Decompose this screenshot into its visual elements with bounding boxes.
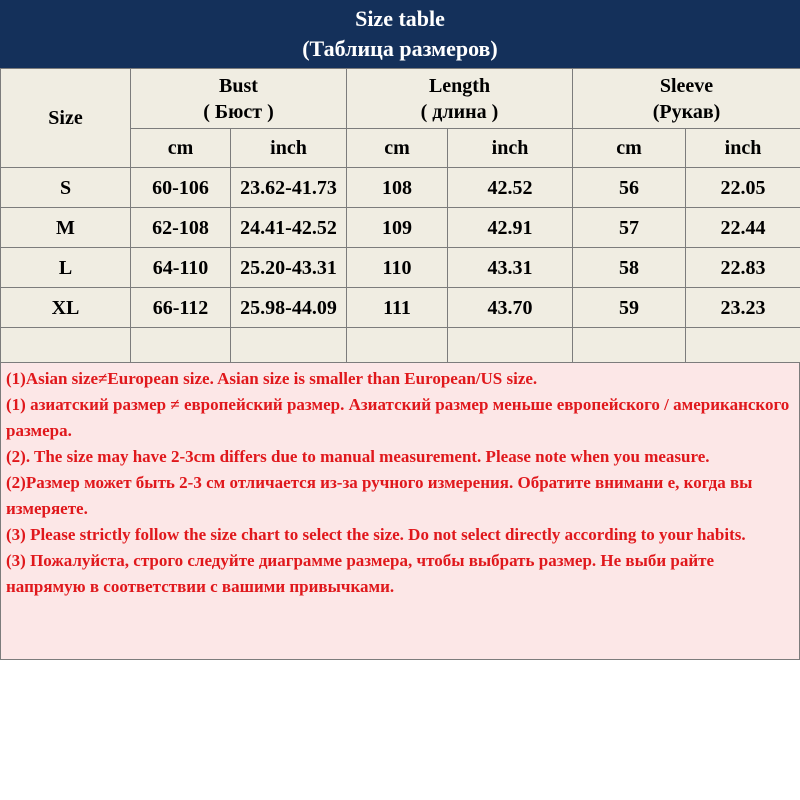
empty-cell bbox=[686, 328, 800, 366]
length-header bbox=[347, 69, 573, 129]
note-asian-size-en: (1)Asian size≠European size. Asian size is smaller than European/US size. bbox=[6, 369, 538, 388]
size-cell: S bbox=[1, 168, 131, 208]
empty-cell bbox=[131, 328, 231, 366]
size-table-subtitle: (Таблица размеров) bbox=[302, 36, 498, 61]
unit-header-cell: inch bbox=[686, 129, 800, 168]
sleeve-cm-cell: 56 bbox=[573, 168, 686, 208]
unit-header-cell: inch bbox=[448, 129, 573, 168]
length-inch-cell: 42.52 bbox=[448, 168, 573, 208]
length-label: Length bbox=[428, 74, 491, 97]
unit-header-cell: cm bbox=[347, 129, 448, 168]
table-row bbox=[1, 168, 800, 208]
unit-header-cell: cm bbox=[131, 129, 231, 168]
empty-cell bbox=[448, 328, 573, 366]
size-table bbox=[0, 68, 800, 366]
table-row bbox=[1, 288, 800, 328]
bust-header bbox=[131, 69, 347, 129]
unit-header-cell: inch bbox=[231, 129, 347, 168]
table-group-header-row bbox=[1, 69, 800, 129]
length-translation: ( длина ) bbox=[420, 100, 499, 123]
length-cm-cell: 111 bbox=[347, 288, 448, 328]
length-inch-cell: 42.91 bbox=[448, 208, 573, 248]
bust-cm-cell: 64-110 bbox=[131, 248, 231, 288]
empty-cell bbox=[347, 328, 448, 366]
length-cm-cell: 109 bbox=[347, 208, 448, 248]
bust-cm-cell: 66-112 bbox=[131, 288, 231, 328]
size-cell: M bbox=[1, 208, 131, 248]
sleeve-translation: (Рукав) bbox=[652, 100, 721, 123]
sleeve-inch-cell: 22.83 bbox=[686, 248, 800, 288]
sleeve-inch-cell: 22.44 bbox=[686, 208, 800, 248]
size-table-title: Size table bbox=[355, 6, 445, 31]
bust-cm-cell: 60-106 bbox=[131, 168, 231, 208]
sleeve-header bbox=[573, 69, 800, 129]
bust-translation: ( Бюст ) bbox=[203, 100, 274, 123]
sleeve-cm-cell: 58 bbox=[573, 248, 686, 288]
table-row bbox=[1, 248, 800, 288]
size-cell: XL bbox=[1, 288, 131, 328]
sleeve-label: Sleeve bbox=[659, 74, 714, 97]
size-table-header bbox=[0, 0, 800, 68]
length-cm-cell: 108 bbox=[347, 168, 448, 208]
empty-cell bbox=[1, 328, 131, 366]
empty-cell bbox=[231, 328, 347, 366]
bust-inch-cell: 24.41-42.52 bbox=[231, 208, 347, 248]
table-empty-row bbox=[1, 328, 800, 366]
bust-inch-cell: 23.62-41.73 bbox=[231, 168, 347, 208]
size-cell: L bbox=[1, 248, 131, 288]
note-measurement-ru: (2)Размер может быть 2-3 см отличается из-за ручного измерения. Обратите внимани е, когда вы измеряете. bbox=[6, 473, 753, 518]
length-inch-cell: 43.31 bbox=[448, 248, 573, 288]
sleeve-cm-cell: 57 bbox=[573, 208, 686, 248]
bust-inch-cell: 25.98-44.09 bbox=[231, 288, 347, 328]
bust-label: Bust bbox=[219, 74, 258, 97]
note-follow-chart-en: (3) Please strictly follow the size chart to select the size. Do not select directly according to your habits. bbox=[6, 525, 746, 544]
note-asian-size-ru: (1) азиатский размер ≠ европейский размер. Азиатский размер меньше европейского / американского размера. bbox=[6, 395, 790, 440]
bust-inch-cell: 25.20-43.31 bbox=[231, 248, 347, 288]
bust-cm-cell: 62-108 bbox=[131, 208, 231, 248]
sleeve-inch-cell: 23.23 bbox=[686, 288, 800, 328]
sleeve-inch-cell: 22.05 bbox=[686, 168, 800, 208]
unit-header-cell: cm bbox=[573, 129, 686, 168]
sleeve-cm-cell: 59 bbox=[573, 288, 686, 328]
size-notes bbox=[0, 362, 800, 660]
length-cm-cell: 110 bbox=[347, 248, 448, 288]
empty-cell bbox=[573, 328, 686, 366]
note-measurement-en: (2). The size may have 2-3cm differs due to manual measurement. Please note when you measure. bbox=[6, 447, 710, 466]
note-follow-chart-ru: (3) Пожалуйста, строго следуйте диаграмме размера, чтобы выбрать размер. Не выби райте напрямую в соответствии с вашими привычками. bbox=[6, 551, 715, 596]
size-column-header: Size bbox=[1, 69, 131, 168]
table-row bbox=[1, 208, 800, 248]
length-inch-cell: 43.70 bbox=[448, 288, 573, 328]
